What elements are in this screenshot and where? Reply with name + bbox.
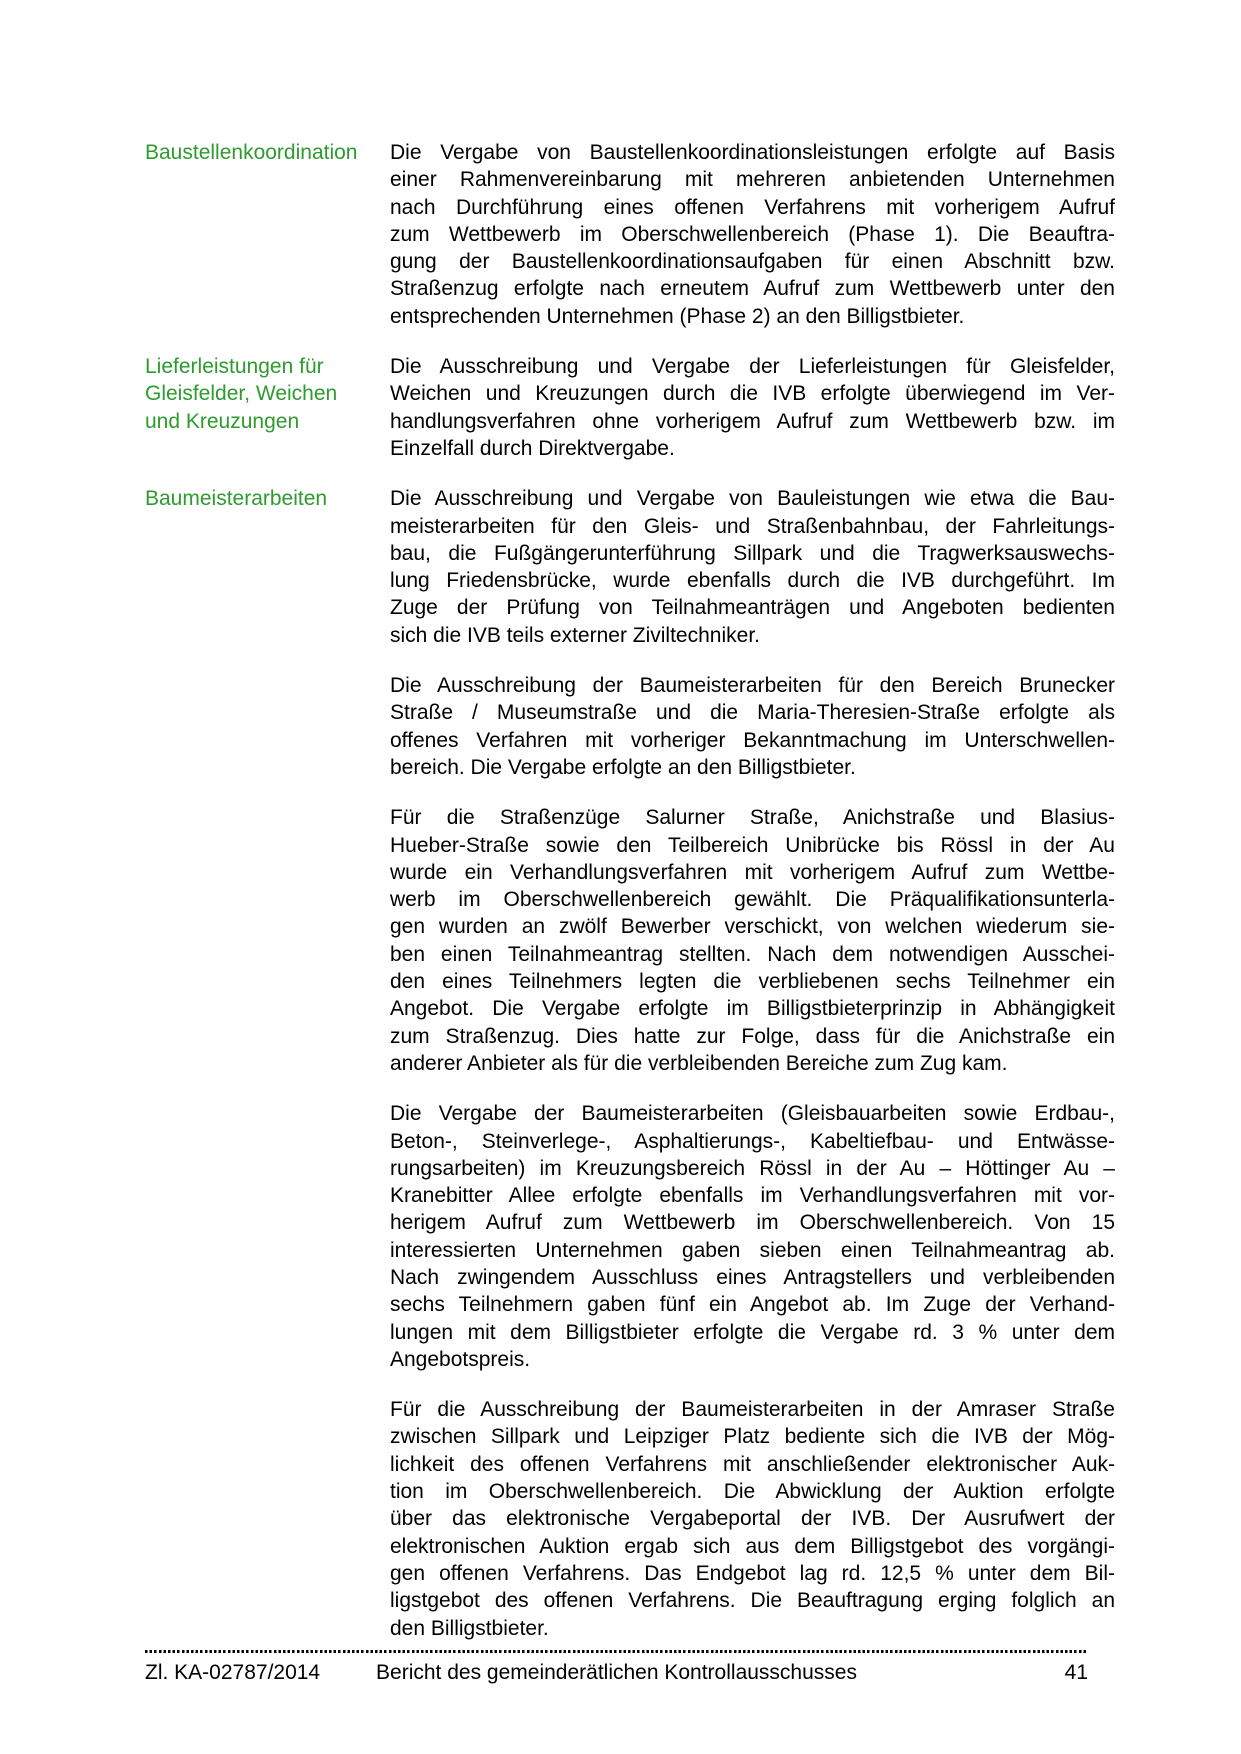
footer-report-title: Bericht des gemeinderätlichen Kontrollausschusses <box>376 1661 857 1684</box>
text-line: Die Ausschreibung der Baumeisterarbeiten für den Bereich Brunecker <box>390 674 1115 698</box>
text-line: Angebot. Die Vergabe erfolgte im Billigstbieterprinzip in Abhängigkeit <box>390 997 1115 1021</box>
margin-label-line: und Kreuzungen <box>145 409 300 433</box>
margin-label-line: Baustellenkoordination <box>145 141 358 164</box>
text-line: lungen mit dem Billigstbieter erfolgte die Vergabe rd. 3 % unter dem <box>390 1320 1115 1344</box>
text-line: Für die Straßenzüge Salurner Straße, Anichstraße und Blasius- <box>390 806 1115 830</box>
margin-label <box>145 485 390 512</box>
text-line: ligstgebot des offenen Verfahrens. Die Beauftragung erging folglich an <box>390 1589 1115 1613</box>
paragraph <box>390 804 1115 1077</box>
text-line: gung der Baustellenkoordinationsaufgaben für einen Abschnitt bzw. <box>390 250 1115 274</box>
text-line: bereich. Die Vergabe erfolgte an den Billigstbieter. <box>390 755 856 779</box>
footer-dotted-line <box>145 1650 1088 1653</box>
section-paragraphs <box>390 353 1115 485</box>
text-line: zum Wettbewerb im Oberschwellenbereich (Phase 1). Die Beauftra- <box>390 222 1115 246</box>
text-line: zwischen Sillpark und Leipziger Platz bediente sich die IVB der Mög- <box>390 1425 1115 1449</box>
text-line: rungsarbeiten) im Kreuzungsbereich Rössl in der Au – Höttinger Au – <box>390 1156 1115 1180</box>
text-line: ben einen Teilnahmeantrag stellten. Nach dem notwendigen Ausschei- <box>390 942 1115 966</box>
text-line: Beton-, Steinverlege-, Asphaltierungs-, Kabeltiefbau- und Entwässe- <box>390 1129 1115 1153</box>
text-line: sich die IVB teils externer Ziviltechniker. <box>390 623 760 647</box>
text-line: den Billigstbieter. <box>390 1616 549 1640</box>
text-line: entsprechenden Unternehmen (Phase 2) an den Billigstbieter. <box>390 304 965 328</box>
paragraph <box>390 1100 1115 1373</box>
text-line: Nach zwingendem Ausschluss eines Antragstellers und verbleibenden <box>390 1265 1115 1289</box>
text-line: Zuge der Prüfung von Teilnahmeanträgen und Angeboten bedienten <box>390 596 1115 620</box>
section-1 <box>145 353 1115 485</box>
text-line: lichkeit des offenen Verfahrens mit anschließender elektronischer Auk- <box>390 1452 1115 1476</box>
section-0 <box>145 139 1115 353</box>
paragraph <box>390 139 1115 330</box>
text-line: meisterarbeiten für den Gleis- und Straßenbahnbau, der Fahrleitungs- <box>390 514 1115 538</box>
text-line: Die Vergabe der Baumeisterarbeiten (Gleisbauarbeiten sowie Erdbau-, <box>390 1102 1115 1126</box>
paragraph <box>390 485 1115 649</box>
document-body <box>145 139 1115 1665</box>
margin-label-line: Baumeisterarbeiten <box>145 487 328 511</box>
text-line: elektronischen Auktion ergab sich aus dem Billigstgebot des vorgängi- <box>390 1534 1115 1558</box>
text-line: werb im Oberschwellenbereich gewählt. Die Präqualifikationsunterla- <box>390 888 1115 912</box>
section-2 <box>145 485 1115 1665</box>
text-line: den eines Teilnehmers legten die verbliebenen sechs Teilnehmer ein <box>390 970 1115 994</box>
text-line: Einzelfall durch Direktvergabe. <box>390 436 675 460</box>
text-line: Angebotspreis. <box>390 1347 531 1371</box>
text-line: handlungsverfahren ohne vorherigem Aufruf zum Wettbewerb bzw. im <box>390 409 1115 433</box>
text-line: Weichen und Kreuzungen durch die IVB erfolgte überwiegend im Ver- <box>390 382 1115 406</box>
text-line: gen wurden an zwölf Bewerber verschickt, von welchen wiederum sie- <box>390 915 1115 939</box>
text-line: Die Vergabe von Baustellenkoordinationsleistungen erfolgte auf Basis <box>390 141 1115 164</box>
margin-label <box>145 139 390 166</box>
text-line: herigem Aufruf zum Wettbewerb im Oberschwellenbereich. Von 15 <box>390 1211 1115 1235</box>
text-line: gen offenen Verfahrens. Das Endgebot lag rd. 12,5 % unter dem Bil- <box>390 1561 1115 1585</box>
footer-page-number: 41 <box>1064 1661 1088 1684</box>
text-line: wurde ein Verhandlungsverfahren mit vorherigem Aufruf zum Wettbe- <box>390 860 1115 884</box>
section-paragraphs <box>390 139 1115 353</box>
text-line: Die Ausschreibung und Vergabe von Bauleistungen wie etwa die Bau- <box>390 487 1115 511</box>
text-line: einer Rahmenvereinbarung mit mehreren anbietenden Unternehmen <box>390 168 1115 192</box>
text-line: interessierten Unternehmen gaben sieben einen Teilnahmeantrag ab. <box>390 1238 1115 1262</box>
footer-row <box>145 1660 1088 1688</box>
text-line: nach Durchführung eines offenen Verfahrens mit vorherigem Aufruf <box>390 195 1115 219</box>
text-line: tion im Oberschwellenbereich. Die Abwicklung der Auktion erfolgte <box>390 1480 1115 1504</box>
text-line: Straßenzug erfolgte nach erneutem Aufruf zum Wettbewerb unter den <box>390 277 1115 301</box>
text-line: lung Friedensbrücke, wurde ebenfalls durch die IVB durchgeführt. Im <box>390 569 1115 593</box>
text-line: offenes Verfahren mit vorheriger Bekanntmachung im Unterschwellen- <box>390 728 1115 752</box>
text-line: Kranebitter Allee erfolgte ebenfalls im Verhandlungsverfahren mit vor- <box>390 1184 1115 1208</box>
margin-label-line: Lieferleistungen für <box>145 355 324 379</box>
text-line: sechs Teilnehmern gaben fünf ein Angebot ab. Im Zuge der Verhand- <box>390 1293 1115 1317</box>
text-line: über das elektronische Vergabeportal der IVB. Der Ausrufwert der <box>390 1507 1115 1531</box>
paragraph <box>390 1396 1115 1642</box>
page-footer <box>145 1650 1088 1688</box>
text-line: bau, die Fußgängerunterführung Sillpark und die Tragwerksauswechs- <box>390 541 1115 565</box>
margin-label-line: Gleisfelder, Weichen <box>145 382 338 406</box>
text-line: Straße / Museumstraße und die Maria-Theresien-Straße erfolgte als <box>390 701 1115 725</box>
paragraph <box>390 353 1115 462</box>
paragraph <box>390 672 1115 781</box>
margin-label <box>145 353 390 435</box>
text-line: Die Ausschreibung und Vergabe der Lieferleistungen für Gleisfelder, <box>390 355 1115 379</box>
text-line: anderer Anbieter als für die verbleibenden Bereiche zum Zug kam. <box>390 1051 1008 1075</box>
footer-reference-number: Zl. KA-02787/2014 <box>145 1661 321 1684</box>
text-line: Für die Ausschreibung der Baumeisterarbeiten in der Amraser Straße <box>390 1398 1115 1422</box>
text-line: zum Straßenzug. Dies hatte zur Folge, dass für die Anichstraße ein <box>390 1024 1115 1048</box>
text-line: Hueber-Straße sowie den Teilbereich Unibrücke bis Rössl in der Au <box>390 833 1115 857</box>
section-paragraphs <box>390 485 1115 1665</box>
